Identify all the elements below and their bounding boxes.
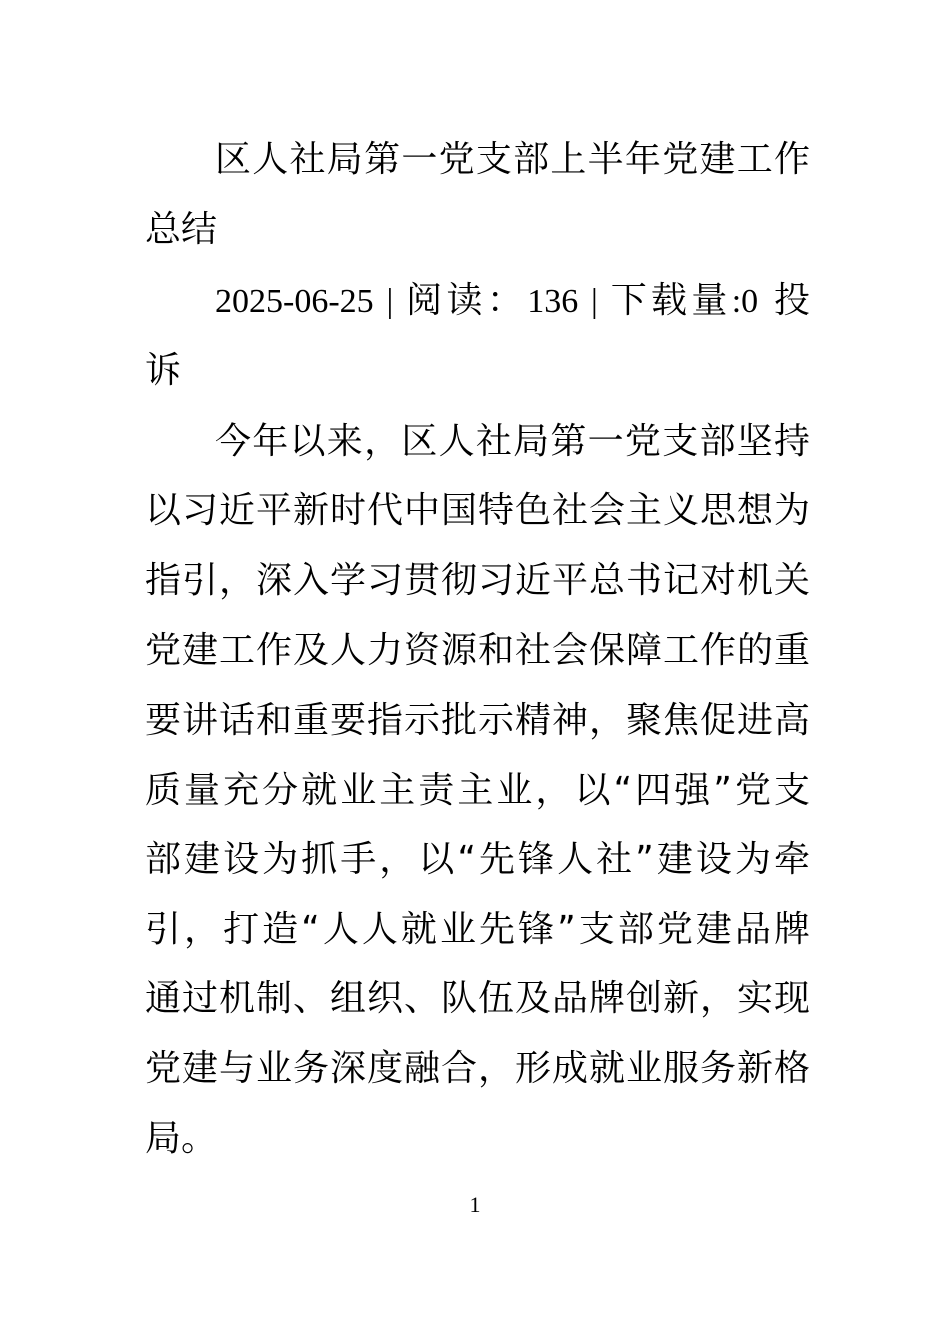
read-count: 136 [527,283,579,320]
body-line: 要讲话和重要指示批示精神，聚焦促进高 [145,700,810,741]
read-label: 阅读 [406,280,487,321]
body-line: 质量充分就业主责主业，以“四强”党支 [145,770,810,811]
complaint-link-continued[interactable]: 诉 [145,350,182,391]
body-line: 以习近平新时代中国特色社会主义思想为 [145,490,810,531]
body-line: 部建设为抓手，以“先锋人社”建设为牵 [145,839,810,880]
body-line: 通过机制、组织、队伍及品牌创新，实现 [145,978,810,1019]
body-line: 指引，深入学习贯彻习近平总书记对机关 [145,560,810,601]
document-title-line-1: 区人社局第一党支部上半年党建工作 [215,139,810,180]
download-colon: : [731,283,742,320]
complaint-link[interactable]: 投 [758,280,810,321]
body-line: 党建工作及人力资源和社会保障工作的重 [145,630,810,671]
download-count: 0 [741,283,759,320]
document-title-line-2: 总结 [145,209,218,250]
meta-separator: | [578,283,611,320]
page-number: 1 [469,1192,481,1217]
read-colon: ： [486,280,528,321]
document-meta-line [215,279,810,323]
body-line: 局。 [145,1118,218,1159]
meta-separator: | [373,283,407,320]
publish-date: 2025-06-25 [215,283,374,320]
body-line: 今年以来，区人社局第一党支部坚持 [215,421,810,462]
body-line: 引，打造“人人就业先锋”支部党建品牌 [145,909,810,950]
download-label: 下载量 [610,280,732,321]
body-line: 党建与业务深度融合，形成就业服务新格 [145,1048,810,1089]
